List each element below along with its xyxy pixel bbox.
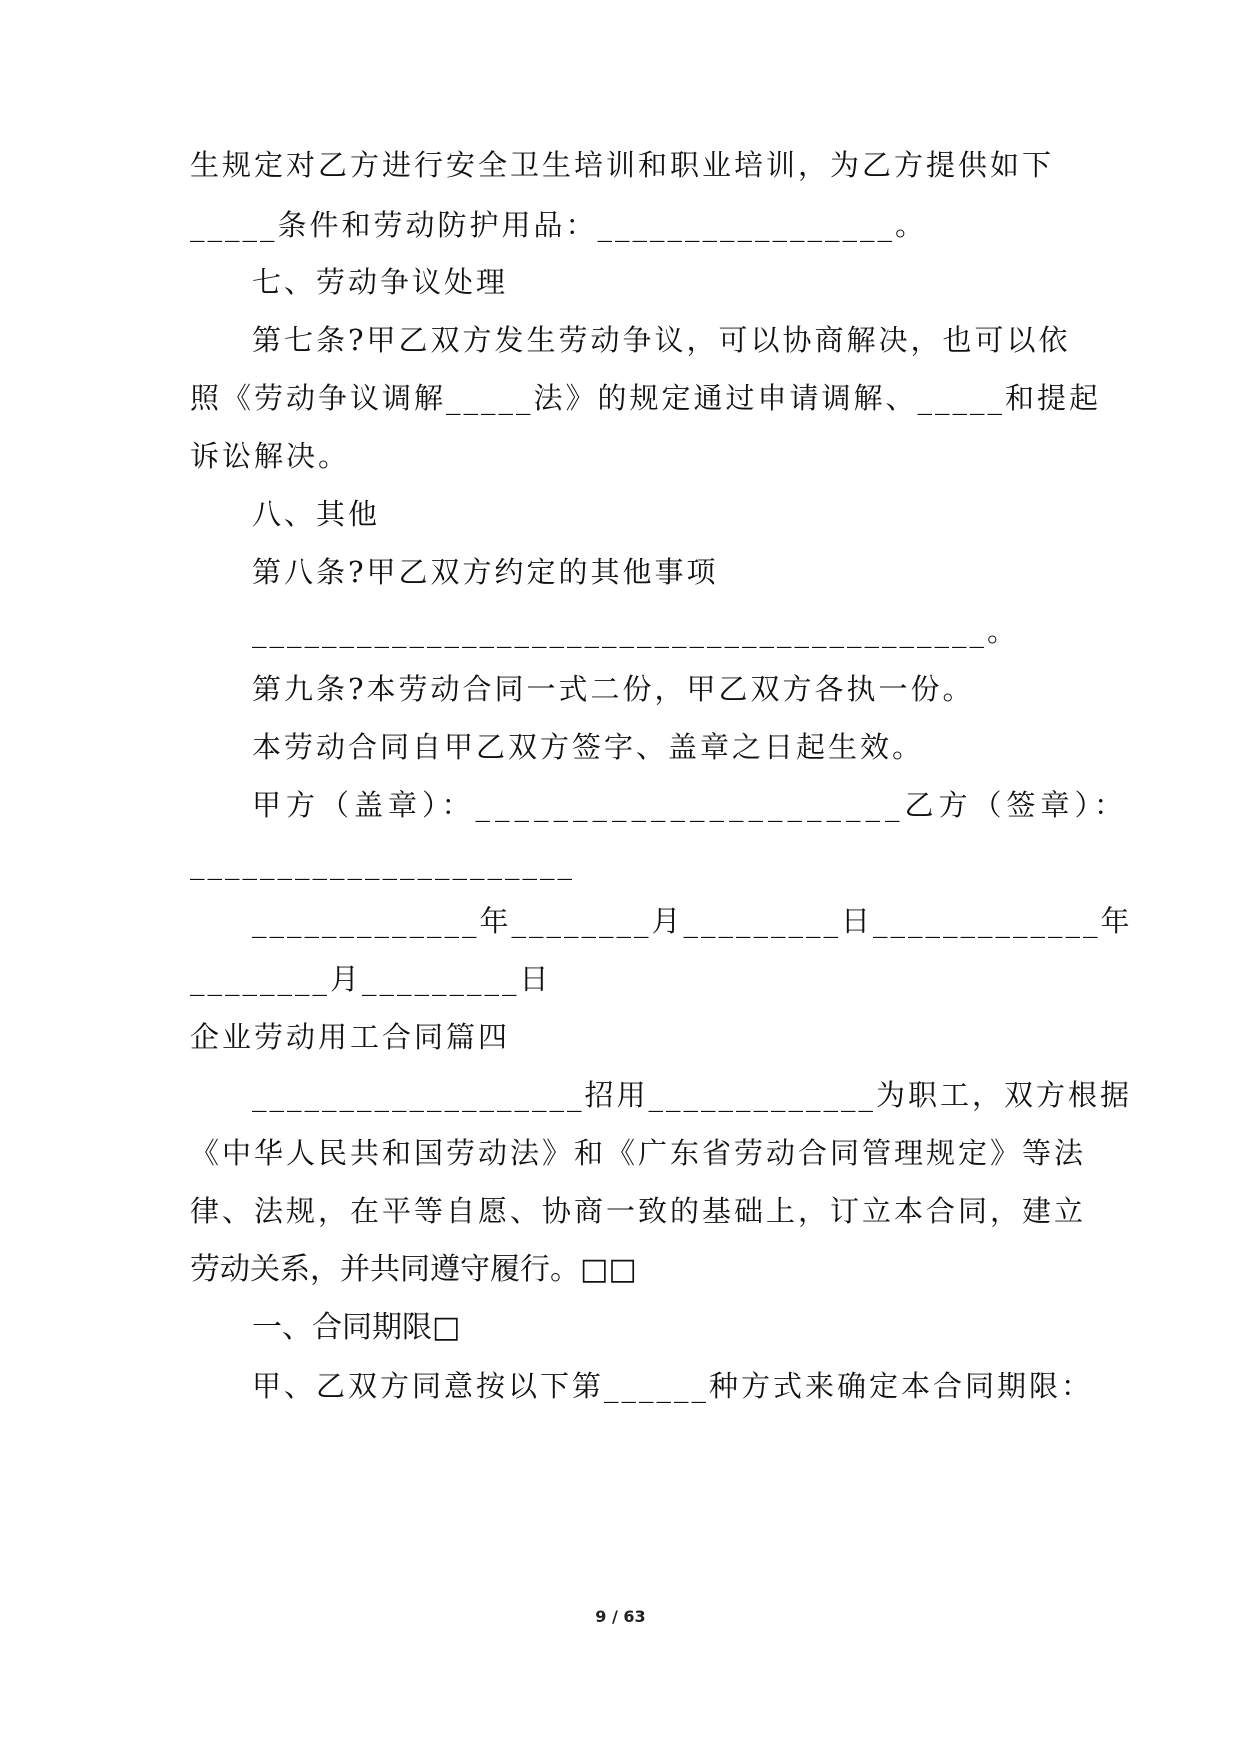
text-line: 本劳动合同自甲乙双方签字、盖章之日起生效。 bbox=[252, 730, 925, 764]
text-line: 劳动关系，并共同遵守履行。□□ bbox=[190, 1252, 637, 1287]
text-line: 生规定对乙方进行安全卫生培训和职业培训，为乙方提供如下 bbox=[190, 148, 1055, 182]
text-line: 照《劳动争议调解_____法》的规定通过申请调解、_____和提起 bbox=[190, 381, 1102, 415]
date-line: ________月_________日 bbox=[190, 962, 552, 996]
text-line: 诉讼解决。 bbox=[190, 439, 351, 473]
text-line: 第七条?甲乙双方发生劳动争议，可以协商解决，也可以依 bbox=[252, 323, 1071, 357]
text-line: 第八条?甲乙双方约定的其他事项 bbox=[252, 555, 719, 589]
text-line: 《中华人民共和国劳动法》和《广东省劳动合同管理规定》等法 bbox=[190, 1136, 1087, 1170]
signature-line: ______________________ bbox=[190, 846, 575, 880]
text-line: 律、法规，在平等自愿、协商一致的基础上，订立本合同，建立 bbox=[190, 1194, 1087, 1228]
text-line: ___________________招用_____________为职工，双方根据 bbox=[252, 1078, 1133, 1112]
text-line: __________________________________________。 bbox=[252, 614, 1020, 648]
date-line: _____________年________月_________日_____________年 bbox=[252, 904, 1133, 938]
section-heading: 一、合同期限□ bbox=[252, 1310, 461, 1345]
section-heading: 八、其他 bbox=[252, 497, 381, 531]
section-heading: 七、劳动争议处理 bbox=[252, 265, 509, 299]
signature-line: 甲方（盖章）：______________________乙方（签章）： bbox=[252, 788, 1129, 822]
text-line: 甲、乙双方同意按以下第______种方式来确定本合同期限： bbox=[252, 1369, 1094, 1403]
page-number: 9 / 63 bbox=[595, 1607, 646, 1626]
section-title: 企业劳动用工合同篇四 bbox=[190, 1020, 511, 1054]
text-line: _____条件和劳动防护用品：_________________。 bbox=[190, 208, 928, 242]
text-line: 第九条?本劳动合同一式二份，甲乙双方各执一份。 bbox=[252, 672, 975, 706]
